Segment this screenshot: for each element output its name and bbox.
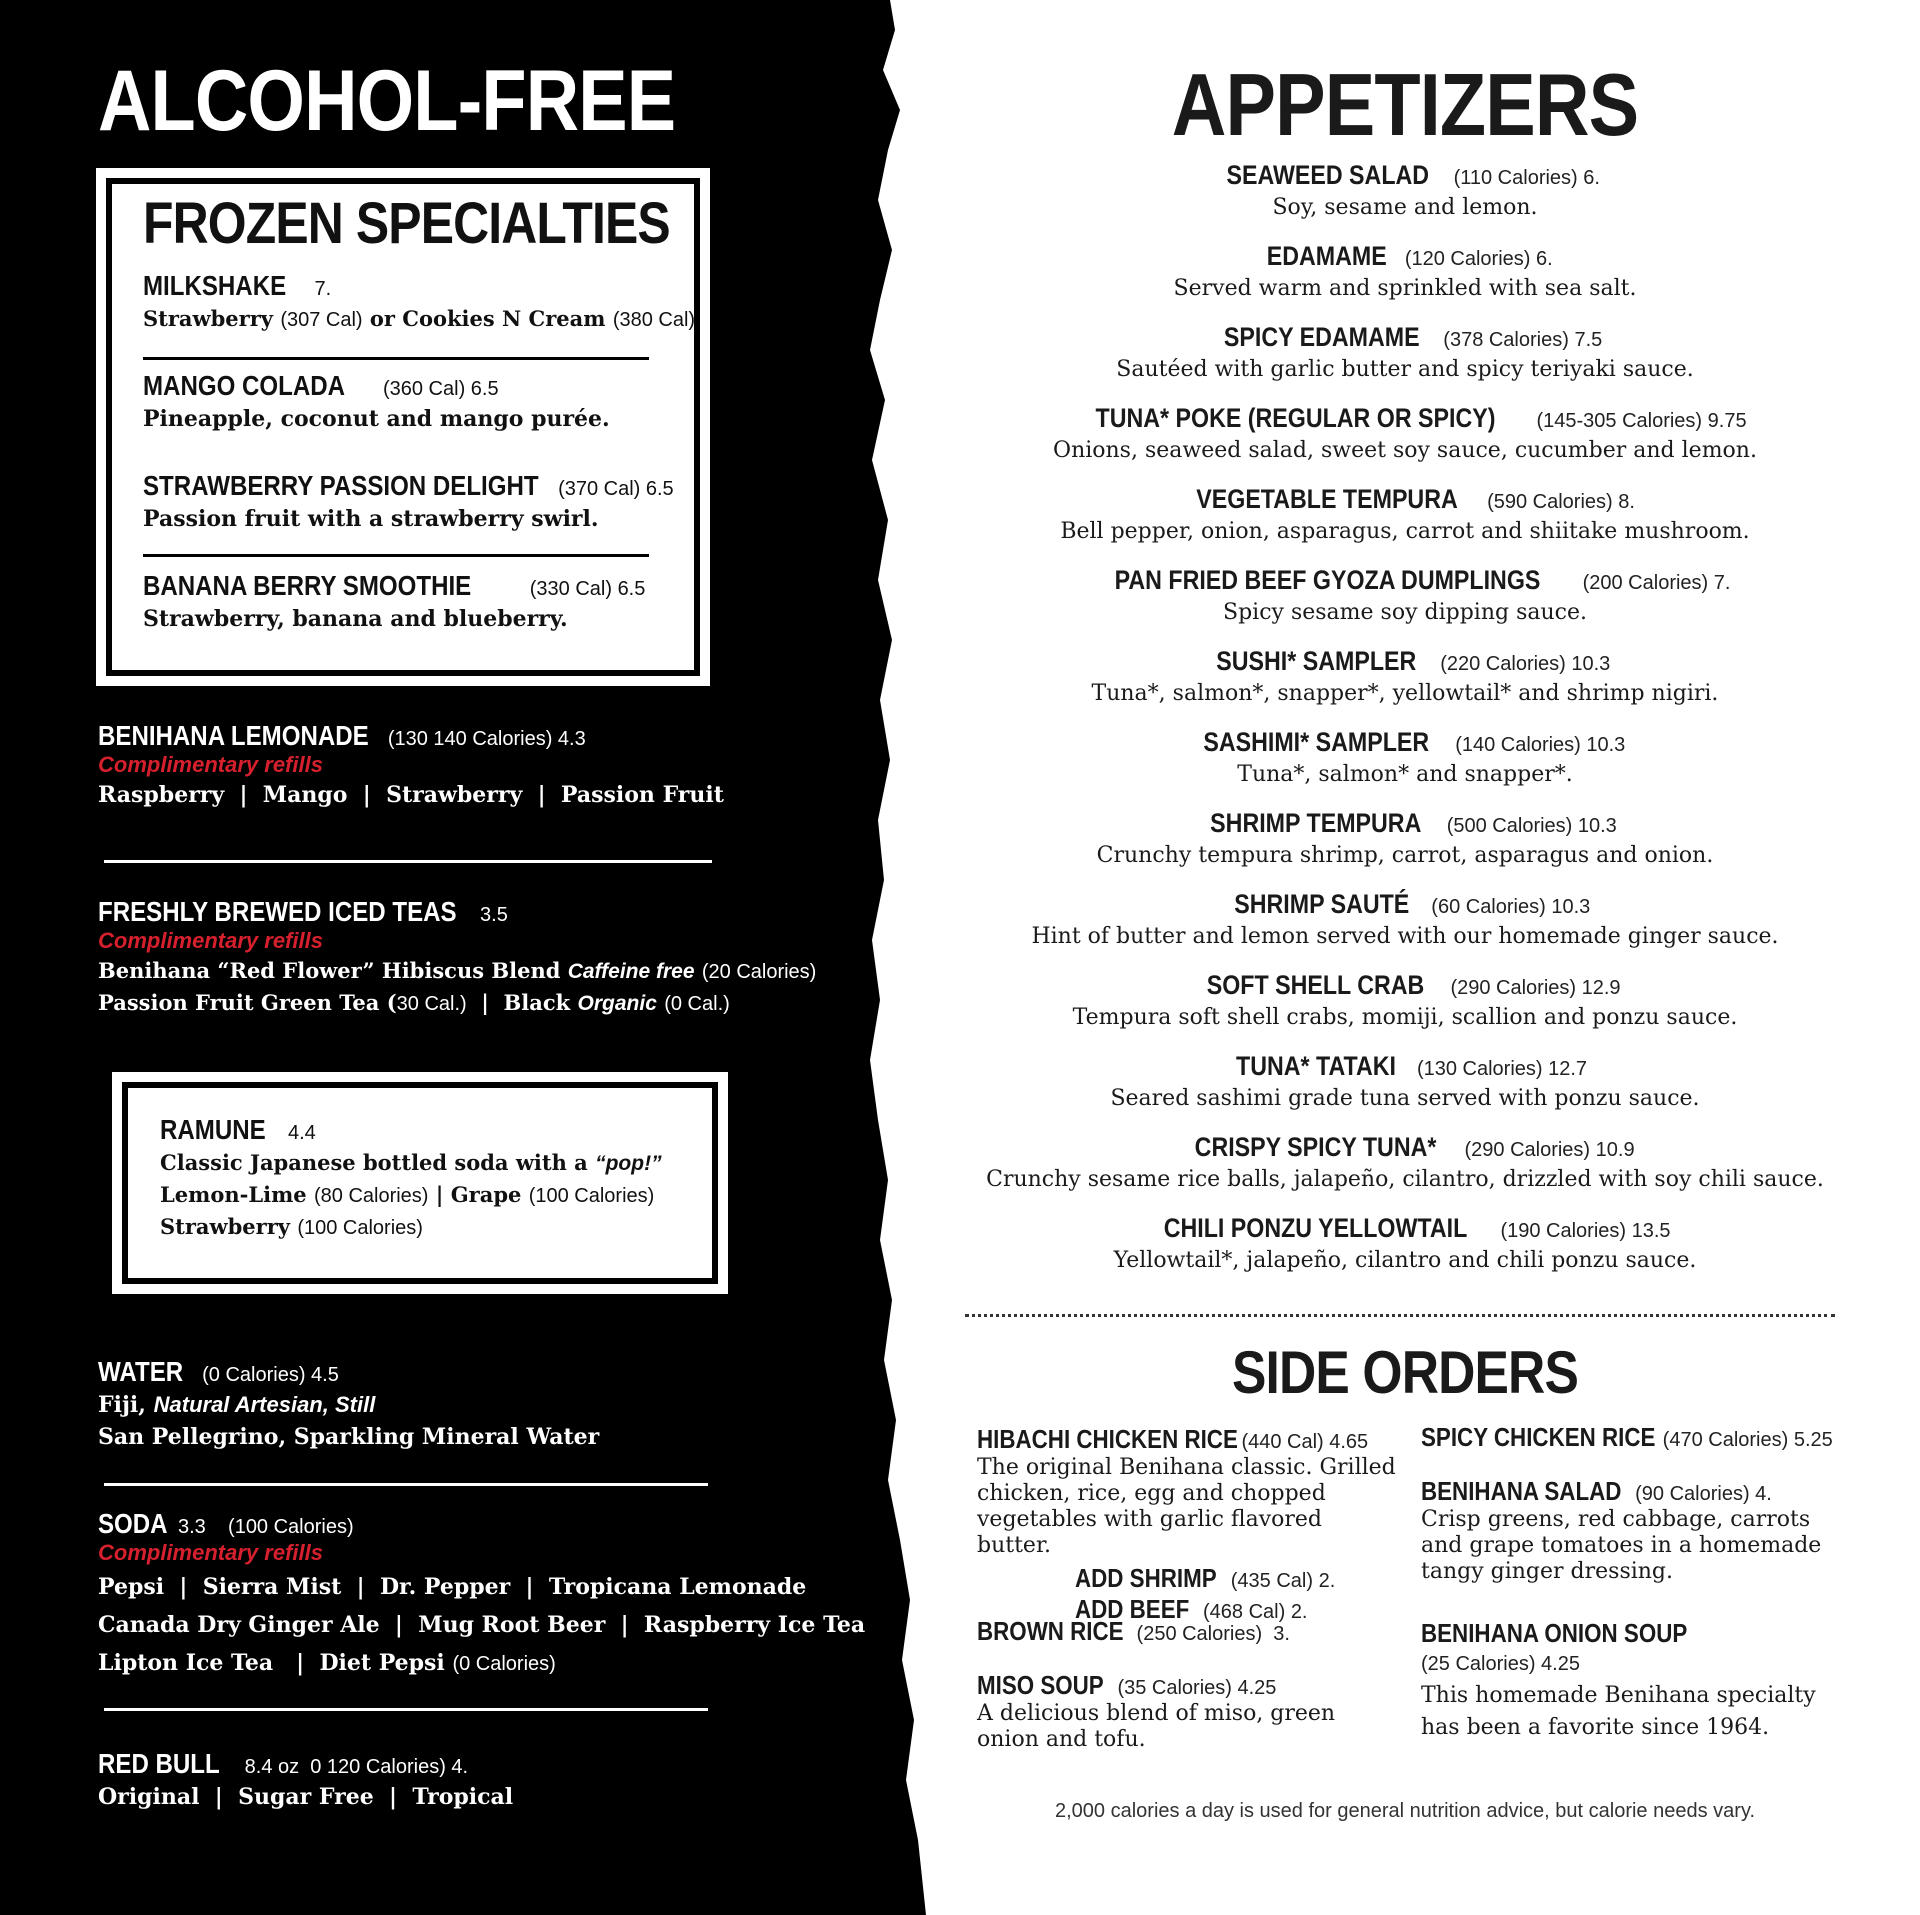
benihana-salad-meta: (90 Calories) 4. — [1635, 1483, 1772, 1505]
ramune-name: RAMUNE — [160, 1114, 266, 1145]
appetizer-meta: (290 Calories) 10.9 — [1464, 1139, 1635, 1161]
side-hibachi — [977, 1424, 1397, 1625]
divider — [104, 1483, 708, 1486]
side-spicy-chicken-rice — [1421, 1422, 1901, 1453]
hibachi-desc-1: The original Benihana classic. Grilled — [977, 1455, 1396, 1480]
appetizer-name: TUNA* TATAKI — [1235, 1051, 1396, 1081]
water-meta: (0 Calories) 4.5 — [202, 1364, 339, 1386]
appetizer-name: SEAWEED SALAD — [1226, 160, 1430, 190]
appetizer-meta: (220 Calories) 10.3 — [1440, 653, 1611, 675]
miso-name: MISO SOUP — [977, 1670, 1104, 1700]
appetizer-name: CRISPY SPICY TUNA* — [1195, 1132, 1437, 1162]
hibachi-name: HIBACHI CHICKEN RICE — [977, 1424, 1238, 1454]
salad-desc-1: Crisp greens, red cabbage, carrots — [1421, 1507, 1811, 1532]
add-shrimp-meta: (435 Cal) 2. — [1230, 1570, 1336, 1592]
iced-teas-meta: 3.5 — [480, 904, 508, 926]
appetizer-meta: (140 Calories) 10.3 — [1455, 734, 1626, 756]
ramune-meta: 4.4 — [287, 1122, 316, 1144]
appetizer-name: EDAMAME — [1267, 241, 1388, 271]
banana-berry-meta: (330 Cal) 6.5 — [529, 578, 646, 600]
appetizer-name: SUSHI* SAMPLER — [1215, 646, 1416, 676]
banana-berry-item — [143, 570, 703, 632]
onion-soup-name: BENIHANA ONION SOUP — [1421, 1618, 1688, 1648]
side-benihana-salad — [1421, 1476, 1901, 1585]
mango-colada-desc: Pineapple, coconut and mango purée. — [143, 406, 610, 432]
redbull-meta: 8.4 oz 0 120 Calories) 4. — [244, 1756, 469, 1778]
divider — [104, 1708, 708, 1711]
ramune-item — [160, 1114, 720, 1240]
iced-teas-refill: Complimentary refills — [98, 928, 323, 953]
dotted-divider — [965, 1314, 1835, 1317]
hibachi-desc-3: vegetables with garlic flavored butter. — [977, 1507, 1322, 1558]
appetizers-title: APPETIZERS — [1171, 55, 1639, 154]
benihana-salad-name: BENIHANA SALAD — [1421, 1476, 1622, 1506]
appetizer-item — [955, 1132, 1855, 1192]
redbull-name: RED BULL — [98, 1748, 220, 1779]
banana-berry-desc: Strawberry, banana and blueberry. — [143, 606, 568, 632]
ramune-flavors-1: Lemon-Lime (80 Calories) | Grape (100 Calories) — [160, 1182, 655, 1207]
appetizer-desc: Spicy sesame soy dipping sauce. — [1223, 600, 1587, 625]
appetizer-meta: (130 Calories) 12.7 — [1416, 1058, 1588, 1080]
side-orders-title: SIDE ORDERS — [1231, 1339, 1579, 1406]
appetizer-desc: Yellowtail*, jalapeño, cilantro and chili ponzu sauce. — [1113, 1248, 1697, 1273]
appetizer-desc: Hint of butter and lemon served with our homemade ginger sauce. — [1031, 924, 1779, 949]
appetizer-name: SPICY EDAMAME — [1223, 322, 1420, 352]
salad-desc-3: tangy ginger dressing. — [1421, 1559, 1674, 1584]
water-line1: Fiji, Natural Artesian, Still — [98, 1392, 376, 1418]
brown-rice-name: BROWN RICE — [977, 1616, 1124, 1646]
appetizer-name: SHRIMP TEMPURA — [1210, 808, 1422, 838]
soda-line3: Lipton Ice Tea | Diet Pepsi (0 Calories) — [98, 1650, 556, 1676]
milkshake-item — [143, 270, 703, 332]
mango-colada-meta: (360 Cal) 6.5 — [382, 378, 499, 400]
add-beef-meta: (468 Cal) 2. — [1203, 1601, 1308, 1623]
appetizer-item — [955, 484, 1855, 544]
appetizer-desc: Crunchy tempura shrimp, carrot, asparagus and onion. — [1096, 843, 1714, 868]
redbull-item — [98, 1748, 798, 1810]
redbull-flavors: Original | Sugar Free | Tropical — [98, 1784, 514, 1810]
divider — [143, 554, 649, 557]
appetizer-name: TUNA* POKE (REGULAR OR SPICY) — [1095, 403, 1496, 433]
iced-teas-item — [98, 896, 898, 1016]
appetizer-meta: (500 Calories) 10.3 — [1446, 815, 1617, 837]
appetizer-desc: Tuna*, salmon*, snapper*, yellowtail* and shrimp nigiri. — [1091, 681, 1719, 706]
appetizer-item — [955, 808, 1855, 868]
brown-rice-meta: (250 Calories) 3. — [1136, 1623, 1290, 1645]
lemonade-name: BENIHANA LEMONADE — [98, 720, 369, 751]
appetizer-meta: (120 Calories) 6. — [1404, 248, 1553, 270]
alcohol-free-title: ALCOHOL-FREE — [98, 53, 676, 149]
appetizer-meta: (590 Calories) 8. — [1487, 491, 1635, 513]
appetizer-name: CHILI PONZU YELLOWTAIL — [1164, 1213, 1468, 1243]
strawberry-passion-name: STRAWBERRY PASSION DELIGHT — [143, 470, 539, 501]
onion-desc-1: This homemade Benihana specialty — [1421, 1683, 1816, 1708]
appetizer-desc: Tuna*, salmon* and snapper*. — [1237, 762, 1573, 787]
appetizer-desc: Tempura soft shell crabs, momiji, scallion and ponzu sauce. — [1072, 1005, 1738, 1030]
milkshake-price: 7. — [314, 278, 332, 300]
lemonade-item — [98, 720, 818, 808]
onion-desc-2: has been a favorite since 1964. — [1421, 1715, 1770, 1740]
soda-line2: Canada Dry Ginger Ale | Mug Root Beer | Raspberry Ice Tea — [98, 1612, 866, 1638]
strawberry-passion-meta: (370 Cal) 6.5 — [558, 478, 674, 500]
appetizer-name: SHRIMP SAUTÉ — [1233, 889, 1410, 919]
spicy-chicken-meta: (470 Calories) 5.25 — [1662, 1429, 1833, 1451]
hibachi-desc-2: chicken, rice, egg and chopped — [977, 1481, 1326, 1506]
calorie-footer: 2,000 calories a day is used for general nutrition advice, but calorie needs vary. — [1054, 1800, 1756, 1822]
appetizer-name: SOFT SHELL CRAB — [1207, 970, 1425, 1000]
add-shrimp-name: ADD SHRIMP — [1075, 1563, 1217, 1593]
appetizer-item — [955, 565, 1855, 625]
mango-colada-name: MANGO COLADA — [143, 370, 345, 401]
banana-berry-name: BANANA BERRY SMOOTHIE — [143, 570, 472, 601]
appetizer-item — [955, 403, 1855, 463]
appetizer-meta: (60 Calories) 10.3 — [1431, 896, 1591, 918]
appetizer-item — [955, 970, 1855, 1030]
appetizer-meta: (145-305 Calories) 9.75 — [1536, 410, 1747, 432]
miso-desc-1: A delicious blend of miso, green — [977, 1701, 1336, 1726]
appetizer-item — [955, 646, 1855, 706]
appetizer-desc: Bell pepper, onion, asparagus, carrot and shiitake mushroom. — [1060, 519, 1750, 544]
appetizer-item — [955, 241, 1855, 301]
iced-teas-line1: Benihana “Red Flower” Hibiscus Blend Caffeine free (20 Calories) — [98, 958, 817, 983]
appetizer-item — [955, 727, 1855, 787]
onion-soup-meta: (25 Calories) 4.25 — [1421, 1653, 1580, 1675]
spicy-chicken-name: SPICY CHICKEN RICE — [1421, 1422, 1656, 1452]
divider — [143, 357, 649, 360]
strawberry-passion-desc: Passion fruit with a strawberry swirl. — [143, 506, 599, 532]
soda-refill: Complimentary refills — [98, 1540, 323, 1565]
appetizer-desc: Seared sashimi grade tuna served with ponzu sauce. — [1110, 1086, 1700, 1111]
miso-meta: (35 Calories) 4.25 — [1117, 1677, 1277, 1699]
appetizer-meta: (200 Calories) 7. — [1582, 572, 1731, 594]
ramune-desc: Classic Japanese bottled soda with a “pop!” — [160, 1150, 662, 1175]
appetizer-meta: (190 Calories) 13.5 — [1500, 1220, 1671, 1242]
appetizer-name: VEGETABLE TEMPURA — [1196, 484, 1458, 514]
iced-teas-line2: Passion Fruit Green Tea (30 Cal.) | Black Organic (0 Cal.) — [98, 990, 730, 1015]
milkshake-desc: Strawberry (307 Cal) or Cookies N Cream (380 Cal) — [143, 306, 696, 331]
soda-name: SODA — [98, 1508, 168, 1539]
hibachi-meta: (440 Cal) 4.65 — [1241, 1431, 1369, 1453]
soda-line1: Pepsi | Sierra Mist | Dr. Pepper | Tropicana Lemonade — [98, 1574, 807, 1600]
appetizer-meta: (290 Calories) 12.9 — [1450, 977, 1621, 999]
lemonade-flavors: Raspberry | Mango | Strawberry | Passion Fruit — [98, 782, 724, 808]
divider — [104, 860, 712, 863]
side-miso-soup — [977, 1670, 1397, 1753]
lemonade-refill: Complimentary refills — [98, 752, 323, 777]
appetizer-desc: Crunchy sesame rice balls, jalapeño, cilantro, drizzled with soy chili sauce. — [986, 1167, 1824, 1192]
appetizer-meta: (110 Calories) 6. — [1453, 167, 1600, 189]
frozen-specialties-title: FROZEN SPECIALTIES — [143, 191, 670, 256]
strawberry-passion-item — [143, 470, 713, 532]
add-beef-name: ADD BEEF — [1075, 1594, 1190, 1624]
appetizer-item — [955, 889, 1855, 949]
water-name: WATER — [98, 1356, 184, 1387]
soda-item — [98, 1508, 898, 1676]
appetizer-desc: Onions, seaweed salad, sweet soy sauce, cucumber and lemon. — [1053, 438, 1757, 463]
ramune-flavors-2: Strawberry (100 Calories) — [160, 1214, 423, 1239]
side-brown-rice — [977, 1616, 1397, 1647]
lemonade-meta: (130 140 Calories) 4.3 — [387, 728, 586, 750]
salad-desc-2: and grape tomatoes in a homemade — [1421, 1533, 1822, 1558]
appetizer-desc: Sautéed with garlic butter and spicy teriyaki sauce. — [1116, 357, 1694, 382]
appetizer-desc: Soy, sesame and lemon. — [1272, 195, 1538, 220]
appetizer-meta: (378 Calories) 7.5 — [1443, 329, 1603, 351]
appetizer-item — [955, 160, 1855, 220]
soda-meta: 3.3 (100 Calories) — [178, 1516, 354, 1538]
appetizer-name: PAN FRIED BEEF GYOZA DUMPLINGS — [1114, 565, 1540, 595]
side-onion-soup — [1421, 1618, 1901, 1744]
iced-teas-name: FRESHLY BREWED ICED TEAS — [98, 896, 457, 927]
water-line2: San Pellegrino, Sparkling Mineral Water — [98, 1424, 600, 1450]
milkshake-name: MILKSHAKE — [143, 270, 287, 301]
appetizer-item — [955, 1051, 1855, 1111]
water-item — [98, 1356, 798, 1450]
appetizer-name: SASHIMI* SAMPLER — [1203, 727, 1429, 757]
appetizer-item — [955, 1213, 1855, 1273]
miso-desc-2: onion and tofu. — [977, 1727, 1146, 1752]
appetizer-desc: Served warm and sprinkled with sea salt. — [1173, 276, 1637, 301]
appetizer-item — [955, 322, 1855, 382]
mango-colada-item — [143, 370, 703, 432]
